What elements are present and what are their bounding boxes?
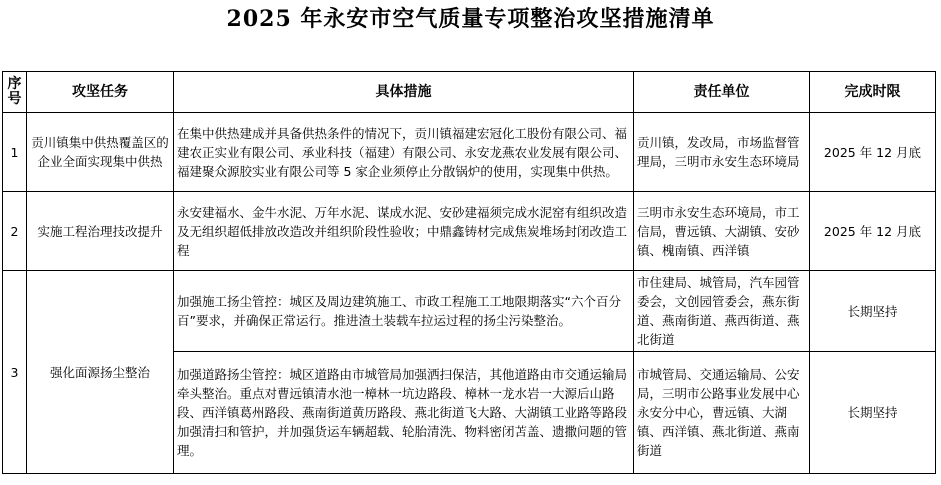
- header-unit: 责任单位: [634, 72, 810, 113]
- row-seq: 1: [3, 113, 27, 192]
- row-seq: 3: [3, 271, 27, 474]
- row-unit: 市住建局、城管局，汽车园管委会，文创园管委会，燕东街道、燕南街道、燕西街道、燕北街道: [634, 271, 810, 352]
- row-deadline: 长期坚持: [810, 271, 936, 352]
- table-header-row: [3, 72, 936, 113]
- header-task: 攻坚任务: [27, 72, 174, 113]
- row-measures: 永安建福水、金牛水泥、万年水泥、谋成水泥、安砂建福须完成水泥窑有组织改造及无组织超低排放改造改并组织阶段性验收；中鼎鑫铸材完成焦炭堆场封闭改造工程: [174, 192, 634, 271]
- row-measures: 在集中供热建成并具备供热条件的情况下，贡川镇福建宏冠化工股份有限公司、福建农正实业有限公司、承业科技（福建）有限公司、永安龙燕农业发展有限公司、福建聚众源胶实业有限公司等 5 家企业须停止分散锅炉的使用，实现集中供热。: [174, 113, 634, 192]
- table-row: [3, 192, 936, 271]
- row-unit: 三明市永安生态环境局，市工信局，曹远镇、大湖镇、安砂镇、槐南镇、西洋镇: [634, 192, 810, 271]
- page-title: 2025 年永安市空气质量专项整治攻坚措施清单: [226, 6, 715, 32]
- row-unit: 市城管局、交通运输局、公安局，三明市公路事业发展中心永安分中心，曹远镇、大湖镇、西洋镇、燕北街道、燕南街道: [634, 352, 810, 474]
- row-deadline: 长期坚持: [810, 352, 936, 474]
- measures-table: [2, 71, 936, 474]
- header-deadline: 完成时限: [810, 72, 936, 113]
- header-measures: 具体措施: [174, 72, 634, 113]
- row-measures: 加强道路扬尘管控：城区道路由市城管局加强洒扫保洁，其他道路由市交通运输局牵头整治。重点对曹远镇清水池一樟林一坑边路段、樟林一龙水岩一大源后山路段、西洋镇葛州路段、燕南街道黄历路段、燕北街道飞大路、大湖镇工业路等路段加强清扫和管护，并加强货运车辆超载、轮胎清洗、物料密闭苫盖、遗撒问题的管理。: [174, 352, 634, 474]
- row-seq: 2: [3, 192, 27, 271]
- row-deadline: 2025 年 12 月底: [810, 113, 936, 192]
- row-measures: 加强施工扬尘管控：城区及周边建筑施工、市政工程施工工地限期落实“六个百分百”要求，并确保正常运行。推进渣土装载车拉运过程的扬尘污染整治。: [174, 271, 634, 352]
- row-unit: 贡川镇，发改局，市场监督管理局，三明市永安生态环境局: [634, 113, 810, 192]
- header-seq: 序号: [3, 72, 27, 113]
- table-row: [3, 271, 936, 352]
- row-deadline: 2025 年 12 月底: [810, 192, 936, 271]
- row-task: 贡川镇集中供热覆盖区的企业全面实现集中供热: [27, 113, 174, 192]
- row-task: 实施工程治理技改提升: [27, 192, 174, 271]
- table-row: [3, 113, 936, 192]
- row-task: 强化面源扬尘整治: [27, 271, 174, 474]
